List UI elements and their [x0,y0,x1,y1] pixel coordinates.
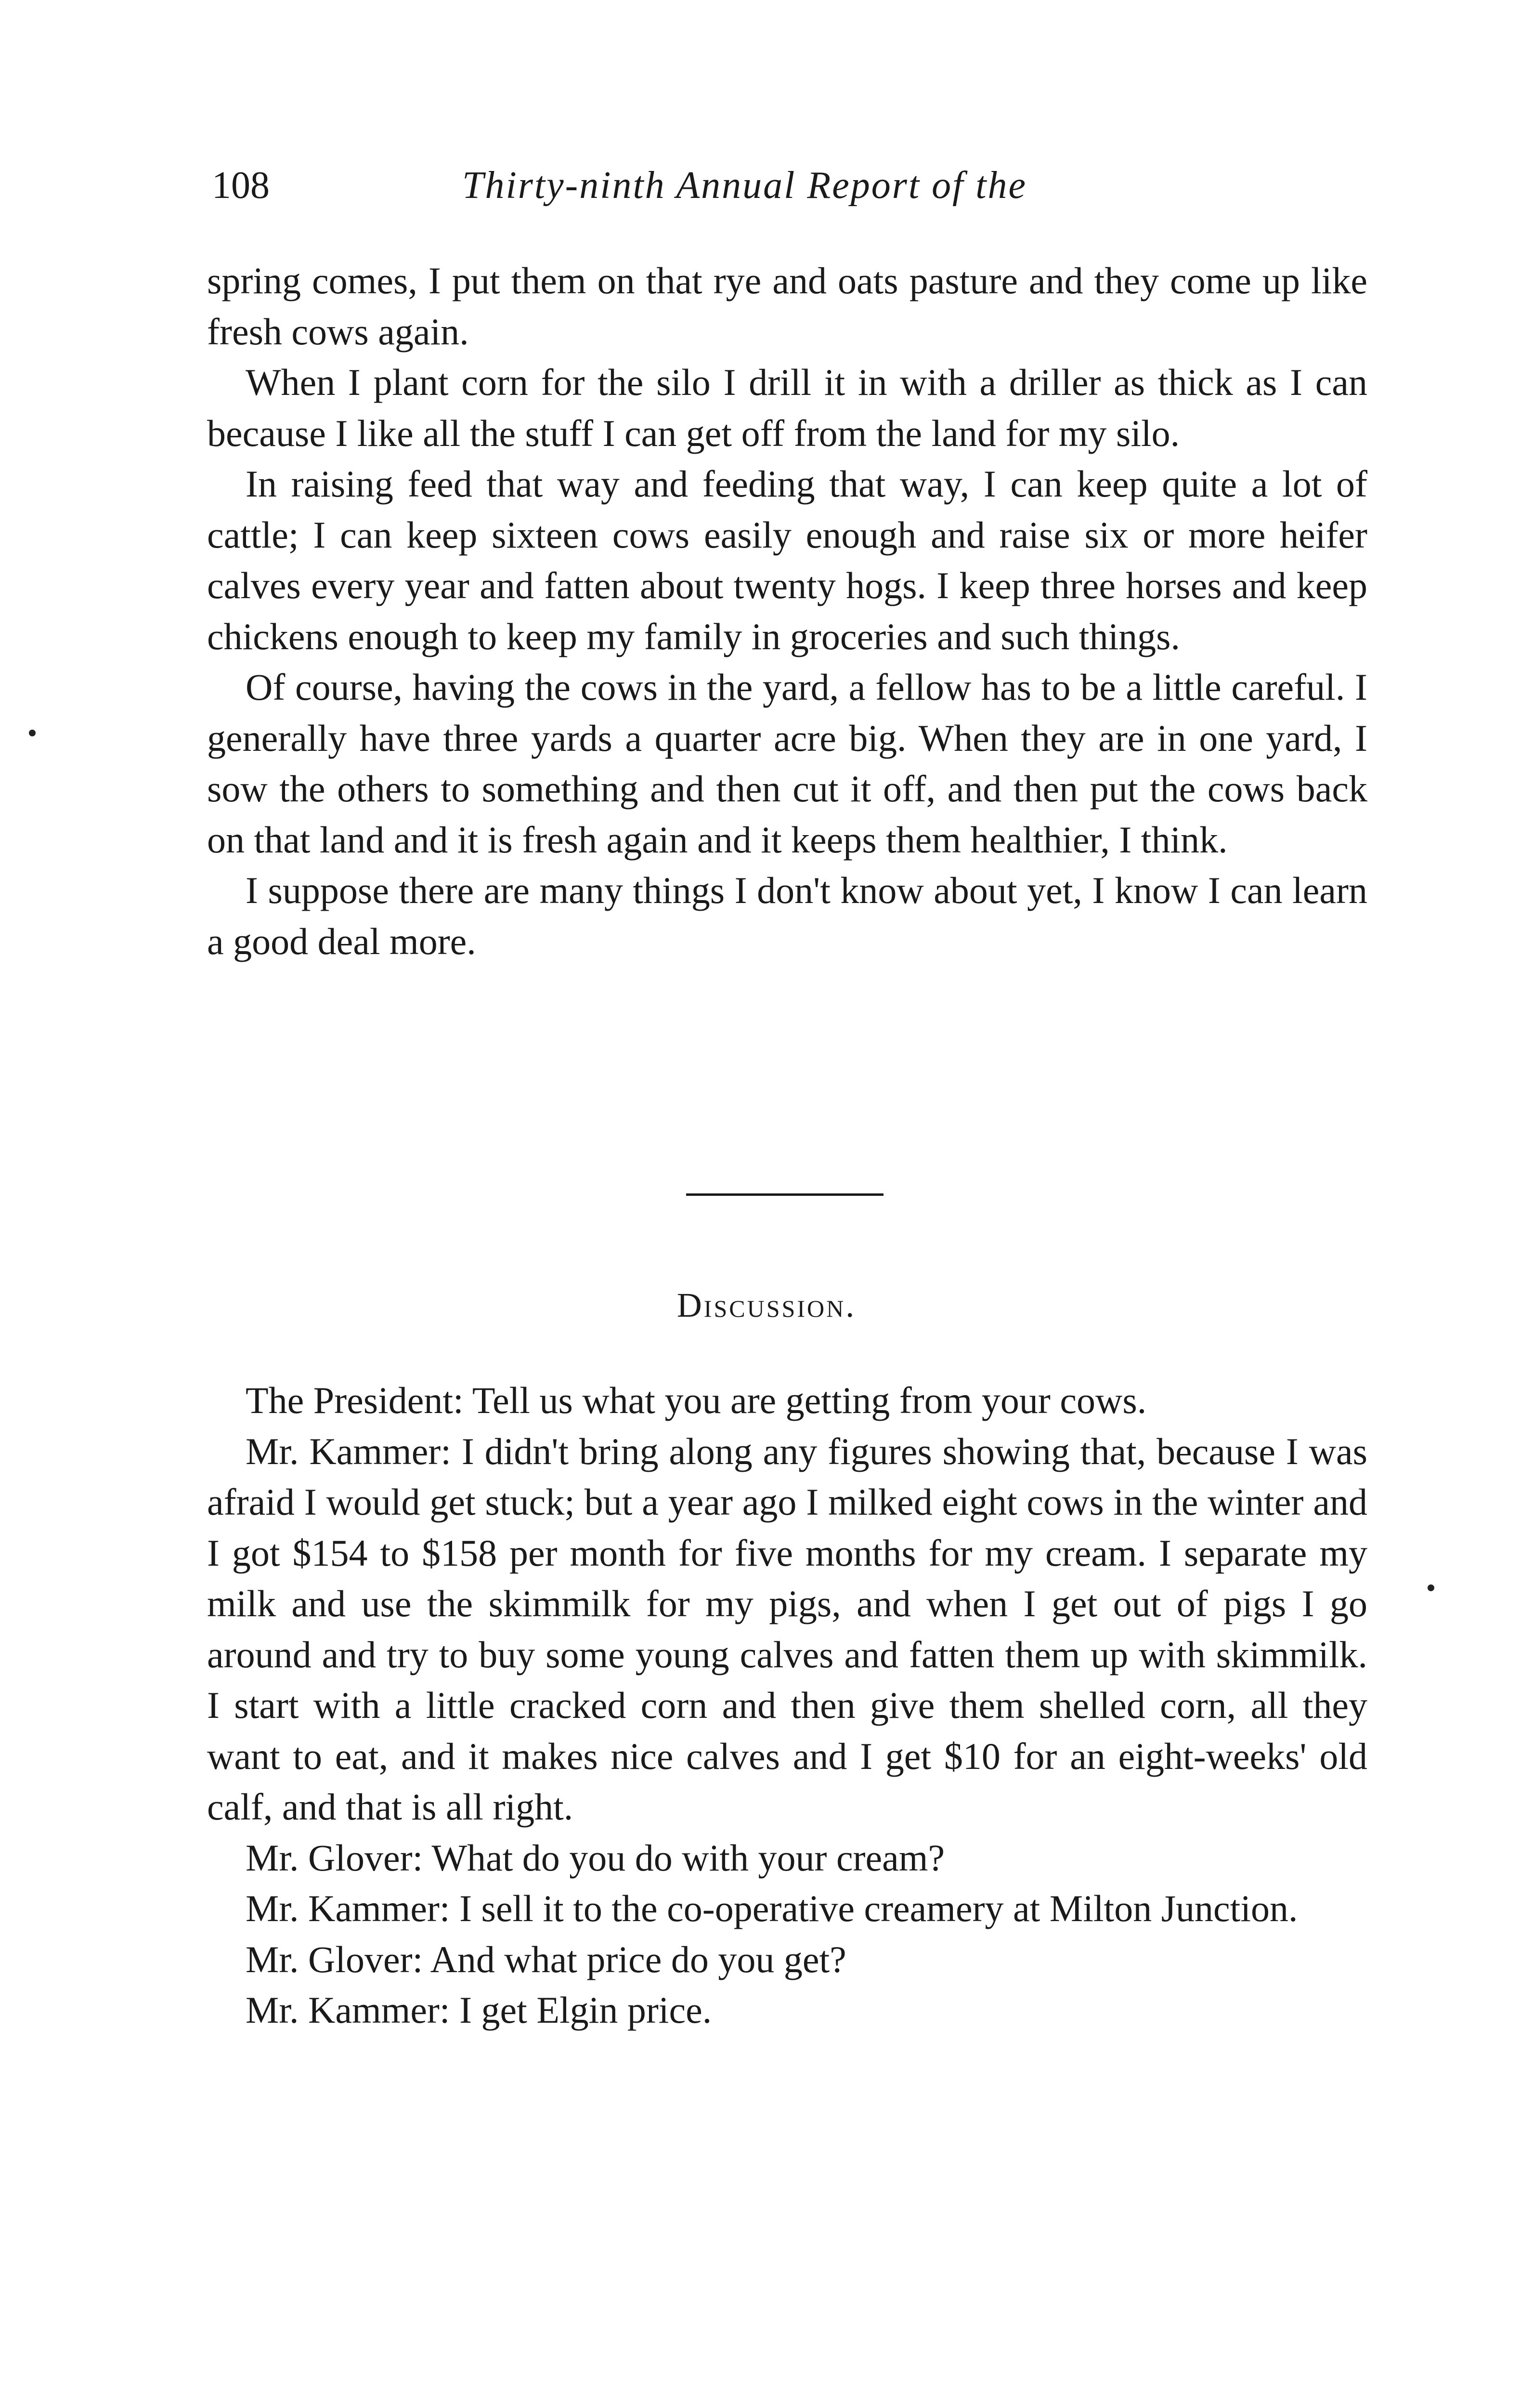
paragraph: Mr. Kammer: I didn't bring along any figures showing that, because I was afraid I would get stuck; but a year ago I milked eight cows in the winter and I got $154 to $158 per month for five months for my cream. I separate my milk and use the skimmilk for my pigs, and when I get out of pigs I go around and try to buy some young calves and fatten them up with skimmilk. I start with a little cracked corn and then give them shelled corn, all they want to eat, and it makes nice calves and I get $10 for an eight-weeks' old calf, and that is all right. [207,1430,1367,1828]
paragraph: Of course, having the cows in the yard, a fellow has to be a little careful. I generally have three yards a quarter acre big. When they are in one yard, I sow the others to something and then cut it off, and then put the cows back on that land and it is fresh again and it keeps them healthier, I think. [207,666,1367,861]
paragraph: Mr. Kammer: I sell it to the co-operative creamery at Milton Junction. [246,1887,1298,1929]
paragraph: I suppose there are many things I don't know about yet, I know I can learn a good deal more. [207,869,1367,962]
discussion-heading: Discussion. [676,1286,857,1324]
paragraph: Mr. Kammer: I get Elgin price. [246,1989,712,2031]
section-divider-rule [686,1193,883,1196]
paragraph: When I plant corn for the silo I drill it in with a driller as thick as I can because I like all the stuff I can get off from the land for my silo. [207,361,1367,454]
scan-speck [29,730,36,736]
running-title: Thirty-ninth Annual Report of the [462,164,1027,207]
report-text [207,255,1367,967]
discussion-text [207,1375,1367,2036]
page-number: 108 [212,164,270,207]
paragraph: In raising feed that way and feeding that way, I can keep quite a lot of cattle; I can keep sixteen cows easily enough and raise six or more heifer calves every year and fatten about twenty hogs. I keep three horses and keep chickens enough to keep my family in groceries and such things. [207,463,1367,657]
paragraph: spring comes, I put them on that rye and oats pasture and they come up like fresh cows again. [207,260,1367,353]
paragraph: The President: Tell us what you are getting from your cows. [246,1379,1147,1421]
running-head [212,159,1367,212]
paragraph: Mr. Glover: What do you do with your cream? [246,1836,945,1879]
paragraph: Mr. Glover: And what price do you get? [246,1938,846,1980]
scan-speck [1428,1584,1434,1591]
